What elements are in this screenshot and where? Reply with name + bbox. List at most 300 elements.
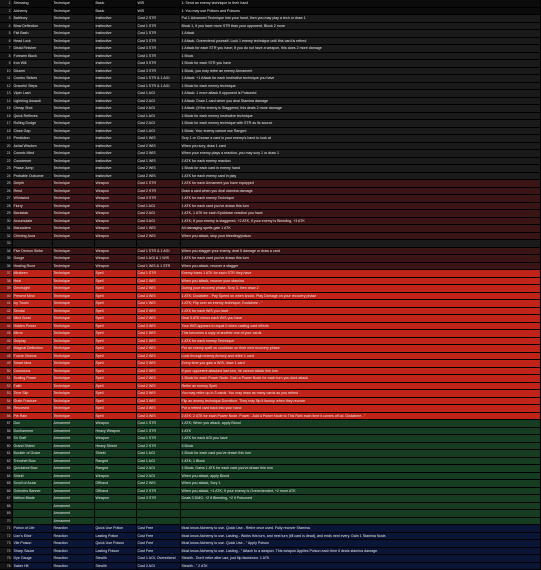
table-row[interactable]: [0, 270, 540, 278]
row-number-cell[interactable]: 48: [0, 352, 12, 360]
card-name-cell[interactable]: Alchemy: [12, 7, 52, 15]
card-cost-cell[interactable]: Cost 2 AGI: [136, 562, 180, 570]
card-type-cell[interactable]: Technique: [52, 172, 94, 180]
card-type-cell[interactable]: Technique: [52, 345, 94, 353]
row-number-cell[interactable]: 10: [0, 67, 12, 75]
card-name-cell[interactable]: Scroll of Azzar: [12, 480, 52, 488]
card-name-cell[interactable]: Vile Poison: [12, 540, 52, 548]
table-row[interactable]: [0, 30, 540, 38]
card-type-cell[interactable]: Technique: [52, 90, 94, 98]
card-effect-cell[interactable]: 2 ATK; 2 ATK for each Power Node. Power - Add a Power Node to This Rain each time it comes off cd. Dodabree - ": [180, 412, 540, 420]
row-number-cell[interactable]: 33: [0, 240, 12, 248]
card-name-cell[interactable]: Pie Rain: [12, 412, 52, 420]
row-number-cell[interactable]: 16: [0, 112, 12, 120]
row-number-cell[interactable]: 63: [0, 465, 12, 473]
card-type-cell[interactable]: Technique: [52, 277, 94, 285]
card-subtype-cell[interactable]: Instinctive: [94, 30, 136, 38]
card-type-cell[interactable]: Technique: [52, 37, 94, 45]
card-effect-cell[interactable]: You may retire up to 3 cards. You may draw as many cards as you retired: [180, 390, 540, 398]
card-cost-cell[interactable]: Cost 1 STR & 1 AGI: [136, 247, 180, 255]
table-row[interactable]: [0, 465, 540, 473]
card-cost-cell[interactable]: [136, 517, 180, 525]
table-row[interactable]: [0, 112, 540, 120]
card-name-cell[interactable]: Rend: [12, 187, 52, 195]
row-number-cell[interactable]: 1: [0, 0, 12, 7]
card-subtype-cell[interactable]: [94, 240, 136, 248]
card-type-cell[interactable]: Technique: [52, 120, 94, 128]
card-subtype-cell[interactable]: Instinctive: [94, 97, 136, 105]
card-type-cell[interactable]: Armament: [52, 427, 94, 435]
card-cost-cell[interactable]: Cost 3 STR: [136, 67, 180, 75]
table-row[interactable]: [0, 352, 540, 360]
card-subtype-cell[interactable]: [94, 517, 136, 525]
table-row[interactable]: [0, 127, 540, 135]
card-effect-cell[interactable]: When you scry, draw 1 card: [180, 142, 540, 150]
card-name-cell[interactable]: Close Gap: [12, 127, 52, 135]
card-subtype-cell[interactable]: Instinctive: [94, 52, 136, 60]
card-name-cell[interactable]: [12, 517, 52, 525]
row-number-cell[interactable]: 54: [0, 397, 12, 405]
card-cost-cell[interactable]: Cost 1 WIS: [136, 337, 180, 345]
row-number-cell[interactable]: 32: [0, 232, 12, 240]
card-name-cell[interactable]: Omnisight: [12, 285, 52, 293]
card-cost-cell[interactable]: Cost 3 WIS: [136, 390, 180, 398]
card-type-cell[interactable]: Technique: [52, 0, 94, 7]
card-name-cell[interactable]: Combo Strikes: [12, 75, 52, 83]
card-name-cell[interactable]: Saber Hit: [12, 562, 52, 570]
card-cost-cell[interactable]: Cost 1 STR: [136, 52, 180, 60]
card-type-cell[interactable]: Technique: [52, 255, 94, 263]
card-name-cell[interactable]: Faith: [12, 382, 52, 390]
card-type-cell[interactable]: Technique: [52, 210, 94, 218]
card-subtype-cell[interactable]: Spell: [94, 292, 136, 300]
table-row[interactable]: [0, 322, 540, 330]
card-effect-cell[interactable]: 1 ATK for each enemy card in play: [180, 172, 540, 180]
card-effect-cell[interactable]: 1 ATK for each enemy Technique: [180, 195, 540, 203]
card-type-cell[interactable]: Technique: [52, 352, 94, 360]
table-row[interactable]: [0, 292, 540, 300]
card-effect-cell[interactable]: 1 Attack: 1 more attack if opponent is Poisoned: [180, 90, 540, 98]
card-cost-cell[interactable]: Cost 2 AGI: [136, 472, 180, 480]
table-row[interactable]: [0, 412, 540, 420]
row-number-cell[interactable]: 53: [0, 390, 12, 398]
card-name-cell[interactable]: Astral Wisdom: [12, 142, 52, 150]
card-effect-cell[interactable]: 2 ATK for each enemy reaction: [180, 157, 540, 165]
table-row[interactable]: [0, 405, 540, 413]
card-subtype-cell[interactable]: Weapon: [94, 255, 136, 263]
card-cost-cell[interactable]: Cost 3 STR: [136, 195, 180, 203]
row-number-cell[interactable]: 69: [0, 510, 12, 518]
row-number-cell[interactable]: 2: [0, 7, 12, 15]
table-row[interactable]: [0, 75, 540, 83]
card-effect-cell[interactable]: When you attack, recover your stamina: [180, 277, 540, 285]
card-cost-cell[interactable]: Cost 1 WIS: [136, 157, 180, 165]
card-subtype-cell[interactable]: Spell: [94, 405, 136, 413]
card-name-cell[interactable]: Battlecry: [12, 15, 52, 23]
row-number-cell[interactable]: 15: [0, 105, 12, 113]
card-name-cell[interactable]: Outplay: [12, 337, 52, 345]
row-number-cell[interactable]: 27: [0, 195, 12, 203]
card-cost-cell[interactable]: WIS: [136, 0, 180, 7]
card-subtype-cell[interactable]: Instinctive: [94, 22, 136, 30]
card-cost-cell[interactable]: Cost 2 WIS: [136, 480, 180, 488]
card-subtype-cell[interactable]: Instinctive: [94, 105, 136, 113]
card-effect-cell[interactable]: 1 Block for each enemy technique: [180, 82, 540, 90]
card-type-cell[interactable]: Technique: [52, 397, 94, 405]
row-number-cell[interactable]: 7: [0, 45, 12, 53]
card-effect-cell[interactable]: 1: You may use Potions and Poisons: [180, 7, 540, 15]
card-effect-cell[interactable]: [180, 240, 540, 248]
card-name-cell[interactable]: Head Lock: [12, 37, 52, 45]
row-number-cell[interactable]: 29: [0, 210, 12, 218]
table-row[interactable]: [0, 0, 540, 7]
card-name-cell[interactable]: Disarm: [12, 67, 52, 75]
row-number-cell[interactable]: 9: [0, 60, 12, 68]
card-effect-cell[interactable]: 1 Block, you may retire an enemy Armament: [180, 67, 540, 75]
card-effect-cell[interactable]: 1 Block; Gains 1 ATK for each card you've drawn this turn: [180, 465, 540, 473]
row-number-cell[interactable]: 23: [0, 165, 12, 173]
card-type-cell[interactable]: Technique: [52, 225, 94, 233]
card-type-cell[interactable]: Technique: [52, 97, 94, 105]
table-row[interactable]: [0, 442, 540, 450]
card-type-cell[interactable]: Armament: [52, 420, 94, 428]
table-row[interactable]: [0, 300, 540, 308]
card-effect-cell[interactable]: 1 ATK; Dodablee - Pay Speed on when knock, Play Damage on your recovery phase: [180, 292, 540, 300]
card-type-cell[interactable]: Technique: [52, 337, 94, 345]
card-effect-cell[interactable]: 1 Block for each card in enemy hand: [180, 165, 540, 173]
card-cost-cell[interactable]: Cost 2 WIS: [136, 352, 180, 360]
card-type-cell[interactable]: Armament: [52, 457, 94, 465]
card-subtype-cell[interactable]: Weapon: [94, 202, 136, 210]
card-type-cell[interactable]: Technique: [52, 45, 94, 53]
card-cost-cell[interactable]: Cost 1 STR: [136, 30, 180, 38]
table-row[interactable]: [0, 397, 540, 405]
card-subtype-cell[interactable]: Instinctive: [94, 90, 136, 98]
card-effect-cell[interactable]: 1 Attack for each STR you have; If you do not have a weapon, this does 2 more damage: [180, 45, 540, 53]
card-subtype-cell[interactable]: Spell: [94, 382, 136, 390]
card-subtype-cell[interactable]: Weapon: [94, 472, 136, 480]
card-type-cell[interactable]: [52, 240, 94, 248]
card-name-cell[interactable]: Phase Jump: [12, 165, 52, 173]
table-row[interactable]: [0, 232, 540, 240]
card-cost-cell[interactable]: Cost 1 AGI: [136, 202, 180, 210]
card-subtype-cell[interactable]: Lasting Potion: [94, 532, 136, 540]
card-name-cell[interactable]: Future Visions: [12, 352, 52, 360]
card-type-cell[interactable]: Technique: [52, 127, 94, 135]
card-name-cell[interactable]: Smart Idea: [12, 360, 52, 368]
row-number-cell[interactable]: 31: [0, 225, 12, 233]
card-cost-cell[interactable]: Cost 1 AGI, Overextend: [136, 555, 180, 563]
card-type-cell[interactable]: Technique: [52, 165, 94, 173]
card-effect-cell[interactable]: 1 ATK; If your enemy is staggered, +2 ATK, if your enemy is Bleeding, +3 ATK: [180, 217, 540, 225]
card-cost-cell[interactable]: Cost 3 WIS: [136, 322, 180, 330]
card-name-cell[interactable]: Healing Rune: [12, 262, 52, 270]
card-subtype-cell[interactable]: Heavy Weapon: [94, 427, 136, 435]
card-name-cell[interactable]: Flurry: [12, 202, 52, 210]
card-effect-cell[interactable]: 1 Block for each enemy Instinctive technique: [180, 112, 540, 120]
card-cost-cell[interactable]: Cost Free: [136, 540, 180, 548]
card-subtype-cell[interactable]: Lasting Poison: [94, 547, 136, 555]
card-subtype-cell[interactable]: Weapon: [94, 495, 136, 503]
row-number-cell[interactable]: 71: [0, 525, 12, 533]
card-type-cell[interactable]: Technique: [52, 157, 94, 165]
card-type-cell[interactable]: Technique: [52, 232, 94, 240]
card-subtype-cell[interactable]: Instinctive: [94, 150, 136, 158]
card-effect-cell[interactable]: All damaging spells gain 1 ATK: [180, 225, 540, 233]
card-subtype-cell[interactable]: Instinctive: [94, 45, 136, 53]
card-subtype-cell[interactable]: Spell: [94, 352, 136, 360]
card-subtype-cell[interactable]: Spell: [94, 337, 136, 345]
table-row[interactable]: [0, 525, 540, 533]
card-type-cell[interactable]: Technique: [52, 7, 94, 15]
card-cost-cell[interactable]: Cost 2 STR: [136, 487, 180, 495]
table-row[interactable]: [0, 247, 540, 255]
card-name-cell[interactable]: Dye Gauge: [12, 555, 52, 563]
table-row[interactable]: [0, 472, 540, 480]
row-number-cell[interactable]: 72: [0, 532, 12, 540]
card-effect-cell[interactable]: Must know Alchemy to use. Lasting - Works this turn, and next turn (till card is dead), and ends next every. Gain 1 Stamina Node.: [180, 532, 540, 540]
table-row[interactable]: [0, 240, 540, 248]
card-subtype-cell[interactable]: Weapon: [94, 232, 136, 240]
card-effect-cell[interactable]: 1 ATK for each Armament you have equipped: [180, 180, 540, 188]
card-name-cell[interactable]: Distal Finisher: [12, 45, 52, 53]
table-row[interactable]: [0, 562, 540, 570]
table-row[interactable]: [0, 255, 540, 263]
table-row[interactable]: [0, 547, 540, 555]
table-row[interactable]: [0, 345, 540, 353]
card-effect-cell[interactable]: 1 Block for each Power Node. Gain a Power Node for each turn you dont attack: [180, 375, 540, 383]
card-type-cell[interactable]: Armament: [52, 487, 94, 495]
card-type-cell[interactable]: Technique: [52, 22, 94, 30]
row-number-cell[interactable]: 45: [0, 330, 12, 338]
card-cost-cell[interactable]: Cost 1 STR: [136, 22, 180, 30]
card-cost-cell[interactable]: WIS: [136, 7, 180, 15]
card-subtype-cell[interactable]: Shield: [94, 450, 136, 458]
card-name-cell[interactable]: Lion's Elixir: [12, 532, 52, 540]
card-cost-cell[interactable]: Cost 1 STR: [136, 420, 180, 428]
table-row[interactable]: [0, 480, 540, 488]
card-cost-cell[interactable]: Cost 3 WIS: [136, 405, 180, 413]
card-name-cell[interactable]: Delpth: [12, 180, 52, 188]
card-cost-cell[interactable]: Cost 1 STR: [136, 180, 180, 188]
card-name-cell[interactable]: Dunhammer: [12, 427, 52, 435]
card-subtype-cell[interactable]: Instinctive: [94, 67, 136, 75]
row-number-cell[interactable]: 3: [0, 15, 12, 23]
card-effect-cell[interactable]: 1 Block for each enemy technique with STR as its source: [180, 120, 540, 128]
row-number-cell[interactable]: 57: [0, 420, 12, 428]
row-number-cell[interactable]: 14: [0, 97, 12, 105]
row-number-cell[interactable]: 30: [0, 217, 12, 225]
card-name-cell[interactable]: Stressing: [12, 0, 52, 7]
card-cost-cell[interactable]: Cost 1 AGI: [136, 450, 180, 458]
card-subtype-cell[interactable]: Quick Use Poison: [94, 540, 136, 548]
row-number-cell[interactable]: 38: [0, 277, 12, 285]
card-type-cell[interactable]: Technique: [52, 112, 94, 120]
table-row[interactable]: [0, 330, 540, 338]
card-effect-cell[interactable]: Must know Alchemy to use. Quick Use - " Apply Poison: [180, 540, 540, 548]
card-cost-cell[interactable]: Cost 1 STR: [136, 270, 180, 278]
row-number-cell[interactable]: 47: [0, 345, 12, 353]
card-subtype-cell[interactable]: Spell: [94, 315, 136, 323]
card-cost-cell[interactable]: Cost 1 STR & 1 AGI: [136, 75, 180, 83]
card-subtype-cell[interactable]: Weapon: [94, 225, 136, 233]
card-type-cell[interactable]: Reaction: [52, 540, 94, 548]
card-name-cell[interactable]: Icy Touch: [12, 300, 52, 308]
card-effect-cell[interactable]: When you stagger your enemy, deal 5 damage or draw a card: [180, 247, 540, 255]
card-type-cell[interactable]: Reaction: [52, 547, 94, 555]
card-type-cell[interactable]: Technique: [52, 75, 94, 83]
card-type-cell[interactable]: Armament: [52, 480, 94, 488]
table-row[interactable]: [0, 187, 540, 195]
card-subtype-cell[interactable]: Weapon: [94, 420, 136, 428]
card-effect-cell[interactable]: Stealth - Don't retire after use, just flip facedown. 1 ATK: [180, 555, 540, 563]
card-subtype-cell[interactable]: Spell: [94, 367, 136, 375]
card-effect-cell[interactable]: When your enemy plays a reaction, you may scry 1 or draw 1: [180, 150, 540, 158]
card-cost-cell[interactable]: Cost Free: [136, 532, 180, 540]
card-type-cell[interactable]: Technique: [52, 292, 94, 300]
card-subtype-cell[interactable]: [94, 502, 136, 510]
table-row[interactable]: [0, 120, 540, 128]
card-cost-cell[interactable]: Cost 2 AGI: [136, 97, 180, 105]
card-effect-cell[interactable]: [180, 502, 540, 510]
table-row[interactable]: [0, 15, 540, 23]
row-number-cell[interactable]: 52: [0, 382, 12, 390]
card-name-cell[interactable]: Rolling Dodge: [12, 120, 52, 128]
card-name-cell[interactable]: Recursed: [12, 405, 52, 413]
card-name-cell[interactable]: Lightning Assault: [12, 97, 52, 105]
row-number-cell[interactable]: 36: [0, 262, 12, 270]
card-cost-cell[interactable]: Cost 1 STR: [136, 435, 180, 443]
row-number-cell[interactable]: 68: [0, 502, 12, 510]
card-effect-cell[interactable]: [180, 510, 540, 518]
table-row[interactable]: [0, 195, 540, 203]
card-subtype-cell[interactable]: Spell: [94, 322, 136, 330]
card-type-cell[interactable]: Armament: [52, 472, 94, 480]
card-subtype-cell[interactable]: Offhand: [94, 487, 136, 495]
card-type-cell[interactable]: Technique: [52, 60, 94, 68]
card-subtype-cell[interactable]: Instinctive: [94, 112, 136, 120]
card-subtype-cell[interactable]: Instinctive: [94, 120, 136, 128]
row-number-cell[interactable]: 24: [0, 172, 12, 180]
card-subtype-cell[interactable]: Ranged: [94, 465, 136, 473]
card-cost-cell[interactable]: Cost 1 WIS: [136, 225, 180, 233]
card-effect-cell[interactable]: Put 1 Advanced Technique into your hand, then you may play a tech or draw 1: [180, 15, 540, 23]
card-effect-cell[interactable]: Deals 3 DMG, +2 if Bleeding, +2 if Poisoned: [180, 495, 540, 503]
card-cost-cell[interactable]: Cost 1 STR & 1 AGI: [136, 82, 180, 90]
card-cost-cell[interactable]: Cost 2 WIS: [136, 172, 180, 180]
card-name-cell[interactable]: Present Mind: [12, 292, 52, 300]
card-cost-cell[interactable]: Cost 1 WIS: [136, 300, 180, 308]
table-row[interactable]: [0, 105, 540, 113]
card-effect-cell[interactable]: Flip an enemy technique Dormitum. They may flip it faceup when they recover: [180, 397, 540, 405]
card-type-cell[interactable]: Technique: [52, 375, 94, 383]
table-row[interactable]: [0, 555, 540, 563]
card-subtype-cell[interactable]: Instinctive: [94, 142, 136, 150]
row-number-cell[interactable]: 73: [0, 540, 12, 548]
row-number-cell[interactable]: 37: [0, 270, 12, 278]
card-type-cell[interactable]: Armament: [52, 435, 94, 443]
table-row[interactable]: [0, 382, 540, 390]
card-type-cell[interactable]: Technique: [52, 105, 94, 113]
card-cost-cell[interactable]: Cost 2 WIS: [136, 307, 180, 315]
card-effect-cell[interactable]: Deal 5 ATK minus each WIS you have: [180, 315, 540, 323]
card-type-cell[interactable]: Armament: [52, 442, 94, 450]
card-effect-cell[interactable]: 1 Attack: +1 Attack for each Instinctive technique you have: [180, 75, 540, 83]
table-row[interactable]: [0, 217, 540, 225]
card-effect-cell[interactable]: Must know Alchemy to use. Quick Use - Retire once used. Fully recover Stamina.: [180, 525, 540, 533]
card-name-cell[interactable]: Counterset: [12, 157, 52, 165]
card-name-cell[interactable]: Iron Will: [12, 60, 52, 68]
card-type-cell[interactable]: Technique: [52, 360, 94, 368]
card-effect-cell[interactable]: 1 ATK, 1 ATK for each Epiddown reaction you have: [180, 210, 540, 218]
table-row[interactable]: [0, 450, 540, 458]
card-type-cell[interactable]: Technique: [52, 150, 94, 158]
card-cost-cell[interactable]: Cost 2 WIS: [136, 315, 180, 323]
row-number-cell[interactable]: 64: [0, 472, 12, 480]
row-number-cell[interactable]: 19: [0, 135, 12, 143]
card-type-cell[interactable]: Technique: [52, 67, 94, 75]
card-type-cell[interactable]: Technique: [52, 382, 94, 390]
card-effect-cell[interactable]: This becomes a copy of another one of your cards: [180, 330, 540, 338]
table-row[interactable]: [0, 495, 540, 503]
card-effect-cell[interactable]: Scry 1 or Choose a card in your enemy's hand to look at: [180, 135, 540, 143]
card-effect-cell[interactable]: When you attack, +1 ATK; If your enemy is Overextended, +2 more ATK: [180, 487, 540, 495]
row-number-cell[interactable]: 41: [0, 300, 12, 308]
card-effect-cell[interactable]: 1 ATK: [180, 427, 540, 435]
card-name-cell[interactable]: Buckler of Grace: [12, 450, 52, 458]
card-cost-cell[interactable]: Cost 2 WIS: [136, 367, 180, 375]
table-row[interactable]: [0, 337, 540, 345]
row-number-cell[interactable]: 26: [0, 187, 12, 195]
card-effect-cell[interactable]: 1 Block for each card you've drawn this turn: [180, 450, 540, 458]
card-name-cell[interactable]: Accumulate: [12, 217, 52, 225]
card-type-cell[interactable]: Technique: [52, 142, 94, 150]
card-type-cell[interactable]: Technique: [52, 82, 94, 90]
row-number-cell[interactable]: 34: [0, 247, 12, 255]
card-type-cell[interactable]: Armament: [52, 510, 94, 518]
card-subtype-cell[interactable]: [94, 510, 136, 518]
card-name-cell[interactable]: Shield: [12, 472, 52, 480]
table-row[interactable]: [0, 502, 540, 510]
card-subtype-cell[interactable]: Ranged: [94, 457, 136, 465]
card-type-cell[interactable]: Reaction: [52, 525, 94, 533]
card-effect-cell[interactable]: Your WIS appears to equal 0 when casting card effects: [180, 322, 540, 330]
card-name-cell[interactable]: Heal: [12, 277, 52, 285]
card-subtype-cell[interactable]: Weapon: [94, 435, 136, 443]
card-type-cell[interactable]: Technique: [52, 187, 94, 195]
table-row[interactable]: [0, 142, 540, 150]
table-row[interactable]: [0, 202, 540, 210]
card-subtype-cell[interactable]: Quick Use Potion: [94, 525, 136, 533]
card-cost-cell[interactable]: Cost 2 STR: [136, 187, 180, 195]
table-row[interactable]: [0, 285, 540, 293]
row-number-cell[interactable]: 74: [0, 547, 12, 555]
card-type-cell[interactable]: Technique: [52, 322, 94, 330]
table-row[interactable]: [0, 360, 540, 368]
table-row[interactable]: [0, 7, 540, 15]
card-name-cell[interactable]: Mirror: [12, 330, 52, 338]
card-type-cell[interactable]: Technique: [52, 315, 94, 323]
table-row[interactable]: [0, 225, 540, 233]
card-effect-cell[interactable]: 3 Block: [180, 442, 540, 450]
row-number-cell[interactable]: 65: [0, 480, 12, 488]
card-effect-cell[interactable]: 1 Attack: Draw 1 card when you deal Stamina damage: [180, 97, 540, 105]
card-subtype-cell[interactable]: Instinctive: [94, 82, 136, 90]
row-number-cell[interactable]: 25: [0, 180, 12, 188]
card-effect-cell[interactable]: Look through enemy Armory and retire 1 card: [180, 352, 540, 360]
card-cost-cell[interactable]: Cost 1 WIS: [136, 330, 180, 338]
card-effect-cell[interactable]: 1 ATK for each AGI you have: [180, 435, 540, 443]
